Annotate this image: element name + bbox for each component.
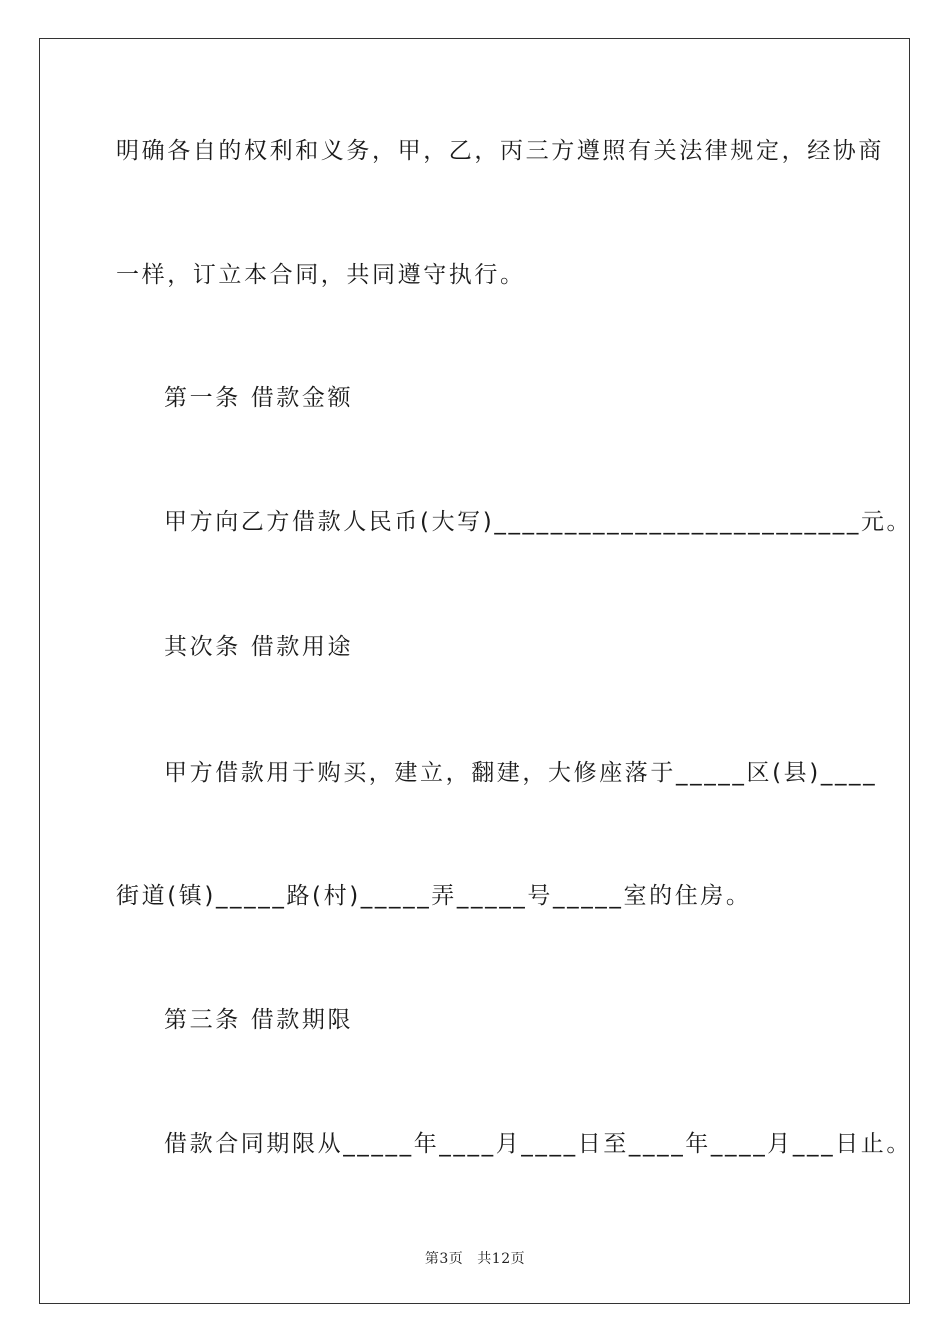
article-1-heading: 第一条 借款金额 <box>164 385 354 411</box>
article-2-body-line-1: 甲方借款用于购买，建立，翻建，大修座落于_____区(县)____ <box>164 760 878 786</box>
page-footer <box>0 1248 950 1268</box>
paragraph-line-1: 明确各自的权利和义务，甲，乙，丙三方遵照有关法律规定，经协商 <box>116 138 884 164</box>
article-2-heading: 其次条 借款用途 <box>164 634 354 660</box>
article-3-body: 借款合同期限从_____年____月____日至____年____月___日止。 <box>164 1131 912 1157</box>
total-pages: 共12页 <box>477 1251 526 1267</box>
article-2-body-line-2: 街道(镇)_____路(村)_____弄_____号_____室的住房。 <box>116 883 752 909</box>
paragraph-line-2: 一样，订立本合同，共同遵守执行。 <box>116 262 526 288</box>
page-number: 第3页 <box>424 1251 464 1267</box>
page-border <box>39 38 913 1304</box>
article-3-heading: 第三条 借款期限 <box>164 1007 354 1033</box>
article-1-body: 甲方向乙方借款人民币(大写)__________________________元。 <box>164 509 913 535</box>
